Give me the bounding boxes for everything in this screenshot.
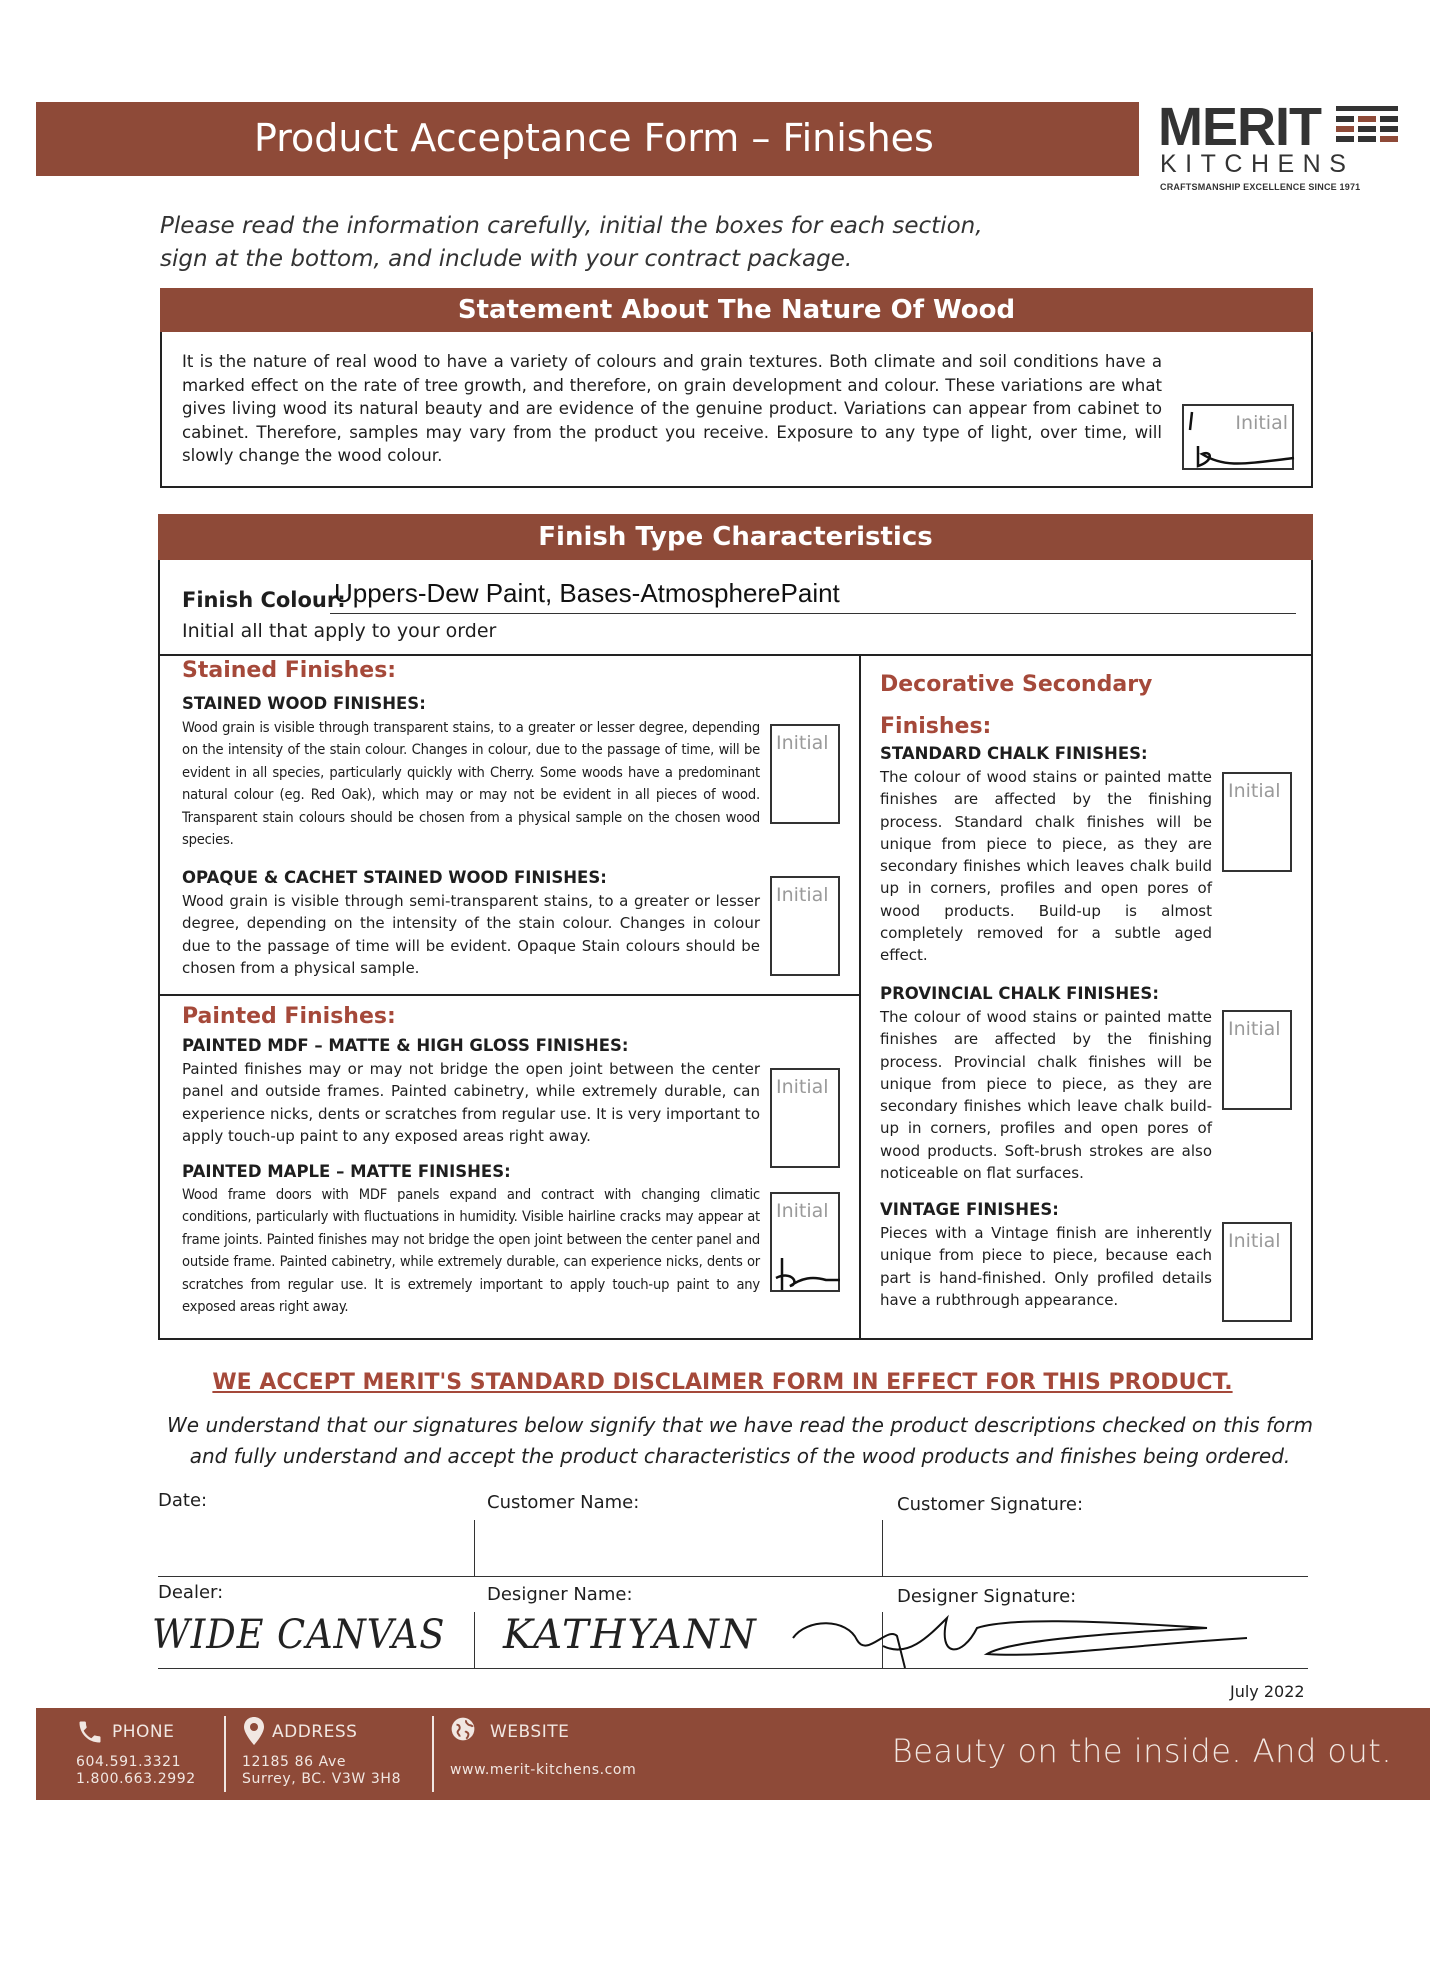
disclaimer-text xyxy=(150,1410,1330,1472)
divider-stained-painted xyxy=(160,994,861,996)
stained-heading: Stained Finishes: xyxy=(182,658,397,683)
stained-wood-initial-box[interactable] xyxy=(770,724,840,824)
customer-name-label: Customer Name: xyxy=(487,1492,640,1513)
divider-horizontal xyxy=(160,654,1313,656)
designer-signature-label: Designer Signature: xyxy=(897,1586,1077,1607)
page-title: Product Acceptance Form – Finishes xyxy=(254,116,934,160)
initial-label: Initial xyxy=(1235,412,1288,434)
initial-label: Initial xyxy=(776,1200,829,1222)
intro-line-1: Please read the information carefully, initial the boxes for each section, xyxy=(160,213,983,239)
vintage-title: VINTAGE FINISHES: xyxy=(880,1200,1059,1219)
globe-icon xyxy=(450,1716,476,1742)
standard-chalk-initial-box[interactable] xyxy=(1222,772,1292,872)
standard-chalk-title: STANDARD CHALK FINISHES: xyxy=(880,744,1148,763)
provincial-chalk-text: The colour of wood stains or painted matte finishes are affected by the finishing process. Provincial chalk finishes will be unique from piece to piece, as they are secondary finishes which leave chalk build-up in corners, profiles and open pores of wood products. Soft-brush strokes are also noticeable on flat surfaces. xyxy=(880,1008,1212,1183)
logo-tagline: CRAFTSMANSHIP EXCELLENCE SINCE 1971 xyxy=(1160,182,1361,192)
website-label: WEBSITE xyxy=(490,1722,570,1742)
form-date: July 2022 xyxy=(1230,1682,1305,1701)
provincial-chalk-initial-box[interactable] xyxy=(1222,1010,1292,1110)
logo-main-text: MERIT xyxy=(1158,97,1321,157)
dealer-label: Dealer: xyxy=(158,1582,224,1603)
decorative-heading-line-2: Finishes: xyxy=(880,714,992,739)
dealer-handwriting: WIDE CANVAS xyxy=(152,1612,446,1658)
disclaimer-line-1: We understand that our signatures below signify that we have read the product descriptions checked on this form xyxy=(167,1413,1313,1437)
finish-instruction: Initial all that apply to your order xyxy=(182,620,497,642)
address-lines xyxy=(242,1754,401,1788)
vintage-initial-box[interactable] xyxy=(1222,1222,1292,1322)
finish-colour-underline xyxy=(330,613,1296,614)
painted-maple-text: Wood frame doors with MDF panels expand and contract with changing climatic conditions, particularly with fluctuations in humidity. Visible hairline cracks may appear at frame joints. Painted finishes may not bridge the open joint between the center panel and outside frame. Painted cabinetry, while extremely durable, can experience nicks, dents or scratches from regular use. It is extremely important to apply touch-up paint to any exposed areas right away. xyxy=(182,1186,760,1316)
initial-label: Initial xyxy=(1228,1230,1281,1252)
finish-colour-value[interactable]: Uppers-Dew Paint, Bases-AtmospherePaint xyxy=(334,578,840,608)
decorative-heading xyxy=(880,664,1152,748)
website-value[interactable]: www.merit-kitchens.com xyxy=(450,1762,637,1778)
nature-of-wood-initial-box[interactable] xyxy=(1182,404,1294,470)
disclaimer-heading: WE ACCEPT MERIT'S STANDARD DISCLAIMER FORM IN EFFECT FOR THIS PRODUCT. xyxy=(212,1370,1233,1395)
customer-signature-field[interactable] xyxy=(882,1520,1308,1576)
divider-vertical xyxy=(859,654,861,1340)
customer-name-field[interactable] xyxy=(474,1520,882,1576)
painted-mdf-initial-box[interactable] xyxy=(770,1068,840,1168)
intro-text xyxy=(160,210,983,276)
date-label: Date: xyxy=(158,1490,208,1511)
phone-1[interactable]: 604.591.3321 xyxy=(76,1754,182,1770)
designer-signature-field[interactable] xyxy=(882,1612,1308,1668)
initial-label: Initial xyxy=(776,1076,829,1098)
opaque-stained-title: OPAQUE & CACHET STAINED WOOD FINISHES: xyxy=(182,868,607,887)
footer-banner xyxy=(36,1708,1430,1800)
painted-mdf-text: Painted finishes may or may not bridge the open joint between the center panel and outside frames. Painted cabinetry, while extremely durable, can experience nicks, dents or scratches from regular use. It is very important to apply touch-up paint to any exposed areas right away. xyxy=(182,1060,760,1145)
location-pin-icon xyxy=(242,1716,266,1746)
phone-label: PHONE xyxy=(112,1722,175,1742)
nature-of-wood-title: Statement About The Nature Of Wood xyxy=(160,288,1313,332)
merit-logo xyxy=(1158,97,1398,196)
initial-label: Initial xyxy=(1228,780,1281,802)
vintage-text: Pieces with a Vintage finish are inherently unique from piece to piece, because each part is hand-finished. Only profiled details have a rubthrough appearance. xyxy=(880,1224,1212,1309)
header-banner xyxy=(36,102,1139,176)
address-1: 12185 86 Ave xyxy=(242,1754,347,1770)
initial-label: Initial xyxy=(1228,1018,1281,1040)
logo-grid-icon xyxy=(1336,106,1398,148)
signature-row-1-line xyxy=(158,1576,1308,1577)
provincial-chalk-title: PROVINCIAL CHALK FINISHES: xyxy=(880,984,1159,1003)
address-2: Surrey, BC. V3W 3H8 xyxy=(242,1771,402,1787)
finish-type-title: Finish Type Characteristics xyxy=(158,514,1313,560)
designer-name-label: Designer Name: xyxy=(487,1584,633,1605)
painted-maple-initial-box[interactable] xyxy=(770,1192,840,1292)
date-field[interactable] xyxy=(158,1520,472,1576)
finish-type-section xyxy=(158,514,1313,1340)
decorative-heading-line-1: Decorative Secondary xyxy=(880,672,1153,697)
painted-maple-title: PAINTED MAPLE – MATTE FINISHES: xyxy=(182,1162,511,1181)
logo-sub-text: KITCHENS xyxy=(1160,150,1355,178)
stained-wood-title: STAINED WOOD FINISHES: xyxy=(182,694,426,713)
standard-chalk-text: The colour of wood stains or painted matte finishes are affected by the finishing process. Standard chalk finishes will be unique from piece to piece, as they are secondary finishes which leaves chalk build up in corners, profiles and open pores of wood products. Build-up is almost completely removed for a subtle aged effect. xyxy=(880,768,1212,965)
initial-label: Initial xyxy=(776,732,829,754)
phone-icon xyxy=(76,1718,104,1746)
address-label: ADDRESS xyxy=(272,1722,358,1742)
signature-row-2-line xyxy=(158,1668,1308,1669)
phone-numbers xyxy=(76,1754,196,1788)
handwritten-initial xyxy=(1184,406,1296,472)
designer-signature-scribble xyxy=(787,1598,1257,1678)
painted-mdf-title: PAINTED MDF – MATTE & HIGH GLOSS FINISHES: xyxy=(182,1036,629,1055)
dealer-field[interactable] xyxy=(152,1612,472,1668)
initial-label: Initial xyxy=(776,884,829,906)
nature-of-wood-section xyxy=(160,288,1313,488)
opaque-stained-text: Wood grain is visible through semi-transparent stains, to a greater or lesser degree, depending on the intensity of the stain colour. Changes in colour due to the passage of time will be evident. Opaque Stain colours should be chosen from a physical sample. xyxy=(182,892,760,977)
footer-divider-2 xyxy=(432,1716,434,1792)
nature-of-wood-text: It is the nature of real wood to have a variety of colours and grain textures. Both climate and soil conditions have a marked effect on the rate of tree growth, and therefore, on grain development and colour. These variations are what gives living wood its natural beauty and are evidence of the genuine product. Variations can appear from cabinet to cabinet. Therefore, samples may vary from the product you receive. Exposure to any type of light, over time, will slowly change the wood colour. xyxy=(182,352,1162,465)
painted-heading: Painted Finishes: xyxy=(182,1004,396,1029)
opaque-stained-initial-box[interactable] xyxy=(770,876,840,976)
phone-2[interactable]: 1.800.663.2992 xyxy=(76,1771,196,1787)
stained-wood-text: Wood grain is visible through transparent stains, to a greater or lesser degree, depending on the intensity of the stain colour. Changes in colour, due to the passage of time, will be evident in all species, particularly quickly with Cherry. Some woods have a predominant natural colour (eg. Red Oak), which may or may not be evident in all pieces of wood. Transparent stain colours should be chosen from a physical sample on the chosen wood species. xyxy=(182,719,760,849)
designer-handwriting: KATHYANN xyxy=(503,1612,758,1658)
customer-signature-label: Customer Signature: xyxy=(897,1494,1084,1515)
intro-line-2: sign at the bottom, and include with your contract package. xyxy=(160,246,853,272)
handwritten-initial xyxy=(772,1194,842,1294)
footer-slogan: Beauty on the inside. And out. xyxy=(891,1732,1392,1770)
disclaimer-line-2: and fully understand and accept the product characteristics of the wood products and finishes being ordered. xyxy=(189,1444,1291,1468)
footer-divider-1 xyxy=(224,1716,226,1792)
finish-colour-label: Finish Colour: xyxy=(182,588,346,612)
